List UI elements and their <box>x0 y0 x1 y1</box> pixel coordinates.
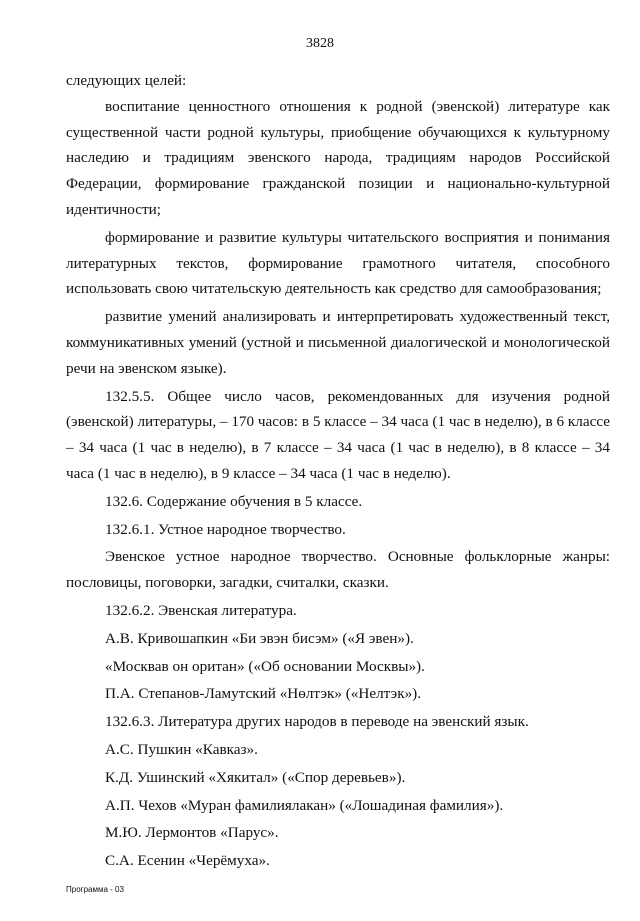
section-heading-grade5-content: 132.6. Содержание обучения в 5 классе. <box>105 492 363 510</box>
list-item-work: С.А. Есенин «Черёмуха». <box>105 852 270 870</box>
list-item-work: П.А. Степанов-Ламутский «Нөлтэк» («Нелтэк»). <box>105 685 422 703</box>
paragraph-goal-reading-culture: формирование и развитие культуры читательского восприятия и понимания литературных текстов, формирование грамотного читателя, способного использовать свою читательскую деятельность как средство для самообразования; <box>66 228 610 298</box>
section-heading-translated-literature: 132.6.3. Литература других народов в переводе на эвенский язык. <box>105 713 529 731</box>
list-item-work: А.С. Пушкин «Кавказ». <box>105 740 258 758</box>
list-item-work: «Москвав он оритан» («Об основании Москвы»). <box>105 657 425 675</box>
footer-note: Программа - 03 <box>66 885 124 894</box>
paragraph-goals-intro: следующих целей: <box>66 72 187 89</box>
paragraph-folk-genres: Эвенское устное народное творчество. Основные фольклорные жанры: пословицы, поговорки, загадки, считалки, сказки. <box>66 548 610 592</box>
paragraph-goal-upbringing: воспитание ценностного отношения к родной (эвенской) литературе как существенной части родной культуры, приобщение обучающихся к культурному наследию и традициям эвенского народа, традициям народов Российской Федерации, формирование гражданской позиции и национально-культурной идентичности; <box>66 97 610 218</box>
page-number: 3828 <box>306 36 334 51</box>
paragraph-hours-total: 132.5.5. Общее число часов, рекомендованных для изучения родной (эвенской) литературы, – 170 часов: в 5 классе – 34 часа (1 час в неделю), в 6 классе – 34 часа (1 час в неделю), в 7 классе – 34 часа (1 час в неделю), в 8 классе – 34 часа (1 час в неделю), в 9 классе – 34 часа (1 час в неделю). <box>66 387 610 482</box>
list-item-work: М.Ю. Лермонтов «Парус». <box>105 824 279 842</box>
section-heading-oral-folk-art: 132.6.1. Устное народное творчество. <box>105 520 346 538</box>
section-heading-even-literature: 132.6.2. Эвенская литература. <box>105 601 297 619</box>
list-item-work: А.В. Кривошапкин «Би эвэн бисэм» («Я эвен»). <box>105 629 414 647</box>
document-body <box>66 68 610 874</box>
paragraph-goal-analysis-skills: развитие умений анализировать и интерпретировать художественный текст, коммуникативных умений (устной и письменной диалогической и монологической речи на эвенском языке). <box>66 308 610 377</box>
list-item-work: К.Д. Ушинский «Хякитал» («Спор деревьев»). <box>105 768 406 786</box>
list-item-work: А.П. Чехов «Муран фамилиялакан» («Лошадиная фамилия»). <box>105 796 504 814</box>
